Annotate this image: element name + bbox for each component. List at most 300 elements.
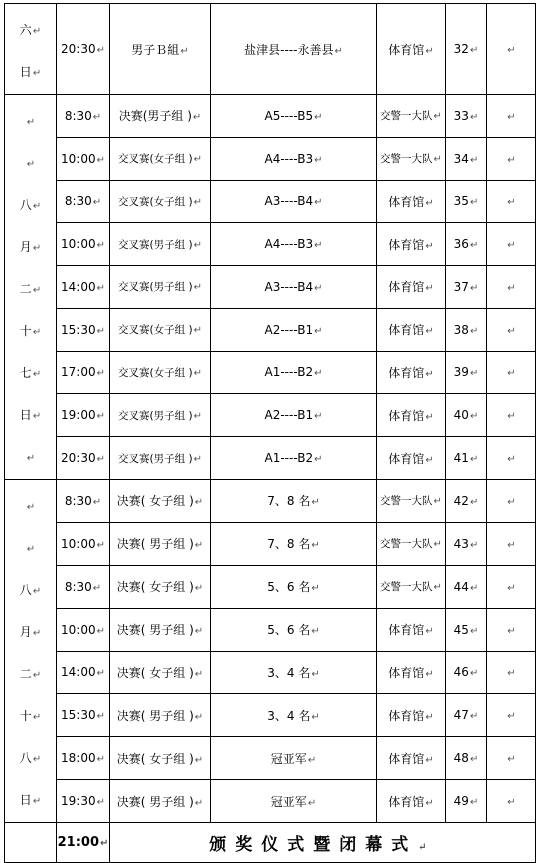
number-cell-text: 32 [453, 42, 469, 56]
event-cell-text: 决赛( 男子组 ) [116, 623, 194, 638]
match-cell-text: 冠亚军 [270, 794, 307, 809]
paragraph-mark-icon: ↵ [314, 154, 323, 166]
paragraph-mark-icon: ↵ [425, 368, 434, 380]
paragraph-mark-icon: ↵ [96, 668, 105, 680]
day-char [5, 528, 56, 570]
day-char-text: 二 [19, 667, 32, 681]
time-cell [57, 651, 110, 694]
paragraph-mark-icon: ↵ [507, 582, 516, 594]
number-cell [446, 437, 487, 480]
remark-cell [487, 266, 536, 309]
table-row [5, 95, 536, 138]
paragraph-mark-icon: ↵ [32, 411, 42, 422]
ceremony-label-cell [110, 823, 536, 863]
day-char-text: 十 [19, 324, 32, 338]
time-cell [57, 266, 110, 309]
time-cell-text: 10:00 [61, 622, 96, 637]
paragraph-mark-icon: ↵ [192, 112, 202, 124]
paragraph-mark-icon: ↵ [507, 45, 516, 56]
paragraph-mark-icon: ↵ [194, 754, 204, 766]
day-cell [5, 480, 57, 823]
venue-cell [377, 608, 446, 651]
table-row [5, 694, 536, 737]
paragraph-mark-icon: ↵ [314, 411, 323, 423]
paragraph-mark-icon: ↵ [311, 497, 320, 509]
table-row [5, 137, 536, 180]
paragraph-mark-icon: ↵ [311, 668, 320, 680]
paragraph-mark-icon: ↵ [507, 539, 516, 551]
paragraph-mark-icon: ↵ [425, 454, 434, 466]
match-cell-text: A5----B5 [264, 108, 314, 123]
match-cell-text: 3、4 名 [267, 708, 311, 723]
time-cell-text: 20:30 [61, 42, 96, 56]
paragraph-mark-icon: ↵ [507, 197, 516, 209]
table-row [5, 4, 536, 95]
paragraph-mark-icon: ↵ [507, 411, 516, 423]
paragraph-mark-icon: ↵ [469, 197, 479, 209]
event-cell [110, 137, 211, 180]
match-cell [211, 608, 377, 651]
paragraph-mark-icon: ↵ [32, 285, 42, 296]
paragraph-mark-icon: ↵ [311, 583, 320, 595]
paragraph-mark-icon: ↵ [469, 325, 479, 337]
match-cell [211, 180, 377, 223]
event-cell [110, 437, 211, 480]
number-cell [446, 351, 487, 394]
day-char-text: 日 [19, 408, 32, 422]
event-cell-text: 男子Ｂ組 [131, 42, 180, 57]
table-row [5, 223, 536, 266]
time-cell-text: 10:00 [61, 536, 96, 551]
time-cell [57, 522, 110, 565]
time-cell-text: 18:00 [61, 751, 96, 766]
event-cell-text: 决赛( 男子组 ) [116, 794, 194, 809]
paragraph-mark-icon: ↵ [507, 282, 516, 294]
match-cell [211, 780, 377, 823]
paragraph-mark-icon: ↵ [469, 582, 479, 594]
number-cell-text: 38 [453, 322, 469, 337]
time-cell [57, 480, 110, 523]
number-cell-text: 42 [453, 493, 469, 508]
event-cell-text: 交叉赛(女子组 ) [118, 195, 193, 208]
day-char [5, 353, 56, 395]
match-cell-text: A1----B2 [264, 365, 314, 380]
day-char-text: 八 [19, 751, 32, 765]
day-char [5, 227, 56, 269]
paragraph-mark-icon: ↵ [32, 712, 42, 723]
paragraph-mark-icon: ↵ [425, 668, 434, 680]
paragraph-mark-icon: ↵ [307, 797, 317, 809]
time-cell [57, 137, 110, 180]
time-cell [57, 394, 110, 437]
paragraph-mark-icon: ↵ [194, 626, 204, 638]
paragraph-mark-icon: ↵ [469, 368, 479, 380]
number-cell [446, 608, 487, 651]
event-cell-text: 交叉赛(男子组 ) [118, 409, 193, 422]
remark-cell [487, 737, 536, 780]
paragraph-mark-icon: ↵ [32, 243, 42, 254]
table-row [5, 565, 536, 608]
remark-cell [487, 565, 536, 608]
paragraph-mark-icon: ↵ [425, 797, 434, 809]
number-cell-text: 49 [453, 794, 469, 809]
match-cell-text: 5、6 名 [267, 580, 311, 595]
time-cell-text: 20:30 [61, 451, 96, 466]
match-cell-text: A1----B2 [264, 451, 314, 466]
paragraph-mark-icon: ↵ [425, 711, 434, 723]
venue-cell [377, 737, 446, 780]
paragraph-mark-icon: ↵ [507, 240, 516, 252]
venue-cell-text: 体育馆 [388, 323, 425, 338]
event-cell [110, 394, 211, 437]
venue-cell-text: 体育馆 [388, 751, 425, 766]
paragraph-mark-icon: ↵ [314, 240, 323, 252]
time-cell-text: 8:30 [64, 194, 92, 209]
match-cell [211, 223, 377, 266]
number-cell [446, 4, 487, 95]
day-char [5, 10, 56, 52]
remark-cell [487, 4, 536, 95]
table-row [5, 351, 536, 394]
time-cell-text: 8:30 [64, 108, 92, 123]
table-row [5, 737, 536, 780]
match-cell [211, 522, 377, 565]
event-cell [110, 180, 211, 223]
paragraph-mark-icon: ↵ [469, 711, 479, 723]
number-cell [446, 737, 487, 780]
paragraph-mark-icon: ↵ [32, 796, 42, 807]
paragraph-mark-icon: ↵ [507, 797, 516, 809]
time-cell [57, 95, 110, 138]
number-cell [446, 137, 487, 180]
venue-cell-text: 体育馆 [388, 237, 425, 252]
match-cell [211, 651, 377, 694]
day-char [5, 738, 56, 780]
paragraph-mark-icon: ↵ [507, 154, 516, 166]
event-cell [110, 95, 211, 138]
paragraph-mark-icon: ↵ [193, 325, 202, 337]
paragraph-mark-icon: ↵ [193, 196, 202, 208]
time-cell-text: 15:30 [61, 708, 96, 723]
event-cell [110, 522, 211, 565]
venue-cell-text: 体育馆 [388, 708, 425, 723]
number-cell-text: 44 [453, 579, 469, 594]
venue-cell-text: 体育馆 [388, 280, 425, 295]
paragraph-mark-icon: ↵ [180, 45, 189, 57]
day-char-text: 月 [19, 240, 32, 254]
venue-cell [377, 437, 446, 480]
number-cell [446, 266, 487, 309]
paragraph-mark-icon: ↵ [469, 754, 479, 766]
match-cell-text: 盐津县----永善县 [244, 42, 334, 57]
time-cell [57, 4, 110, 95]
paragraph-mark-icon: ↵ [26, 117, 36, 128]
time-cell-text: 14:00 [61, 279, 96, 294]
number-cell [446, 480, 487, 523]
paragraph-mark-icon: ↵ [507, 496, 516, 508]
paragraph-mark-icon: ↵ [507, 625, 516, 637]
day-char-text: 八 [19, 583, 32, 597]
number-cell-text: 37 [453, 279, 469, 294]
match-cell-text: A4----B3 [264, 237, 314, 252]
venue-cell [377, 780, 446, 823]
match-cell-text: 7、8 名 [267, 537, 311, 552]
paragraph-mark-icon: ↵ [425, 45, 434, 57]
paragraph-mark-icon: ↵ [32, 201, 42, 212]
number-cell-text: 40 [453, 408, 469, 423]
number-cell [446, 522, 487, 565]
event-cell [110, 308, 211, 351]
venue-cell-text: 体育馆 [388, 42, 425, 57]
match-cell-text: A3----B4 [264, 194, 314, 209]
table-row [5, 608, 536, 651]
day-char [5, 52, 56, 94]
paragraph-mark-icon: ↵ [32, 68, 42, 79]
number-cell [446, 95, 487, 138]
venue-cell [377, 95, 446, 138]
venue-cell-text: 交警一大队 [380, 110, 433, 123]
table-row [5, 180, 536, 223]
match-cell [211, 694, 377, 737]
time-cell-text: 8:30 [64, 579, 92, 594]
paragraph-mark-icon: ↵ [469, 240, 479, 252]
paragraph-mark-icon: ↵ [425, 754, 434, 766]
venue-cell [377, 223, 446, 266]
paragraph-mark-icon: ↵ [193, 410, 202, 422]
event-cell-text: 交叉赛(女子组 ) [118, 153, 193, 166]
event-cell-text: 决赛( 男子组 ) [116, 708, 194, 723]
paragraph-mark-icon: ↵ [96, 45, 105, 56]
paragraph-mark-icon: ↵ [92, 496, 102, 508]
paragraph-mark-icon: ↵ [96, 411, 105, 423]
time-cell-text: 17:00 [61, 365, 96, 380]
number-cell-text: 47 [453, 708, 469, 723]
venue-cell [377, 651, 446, 694]
paragraph-mark-icon: ↵ [92, 582, 102, 594]
table-row [5, 651, 536, 694]
schedule-body [5, 4, 536, 863]
time-cell-text: 14:00 [61, 665, 96, 680]
venue-cell [377, 565, 446, 608]
paragraph-mark-icon: ↵ [469, 282, 479, 294]
paragraph-mark-icon: ↵ [194, 668, 204, 680]
event-cell-text: 决赛( 女子组 ) [116, 751, 194, 766]
remark-cell [487, 351, 536, 394]
paragraph-mark-icon: ↵ [32, 327, 42, 338]
venue-cell-text: 交警一大队 [380, 538, 433, 551]
paragraph-mark-icon: ↵ [193, 367, 202, 379]
time-cell [57, 608, 110, 651]
paragraph-mark-icon: ↵ [96, 754, 105, 766]
day-cell [5, 95, 57, 480]
paragraph-mark-icon: ↵ [425, 411, 434, 423]
paragraph-mark-icon: ↵ [425, 626, 434, 638]
ceremony-label-cell-text: 颁奖仪式暨闭幕式 [209, 835, 418, 855]
paragraph-mark-icon: ↵ [32, 628, 42, 639]
ceremony-row [5, 823, 536, 863]
paragraph-mark-icon: ↵ [193, 239, 202, 251]
remark-cell [487, 223, 536, 266]
venue-cell [377, 522, 446, 565]
time-cell [57, 223, 110, 266]
paragraph-mark-icon: ↵ [469, 411, 479, 423]
remark-cell [487, 780, 536, 823]
venue-cell-text: 体育馆 [388, 451, 425, 466]
paragraph-mark-icon: ↵ [469, 45, 479, 56]
paragraph-mark-icon: ↵ [92, 197, 102, 209]
paragraph-mark-icon: ↵ [507, 325, 516, 337]
number-cell-text: 41 [453, 451, 469, 466]
paragraph-mark-icon: ↵ [314, 282, 323, 294]
day-char-text: 日 [19, 65, 32, 79]
remark-cell [487, 308, 536, 351]
number-cell-text: 39 [453, 365, 469, 380]
day-char [5, 612, 56, 654]
paragraph-mark-icon: ↵ [507, 711, 516, 723]
paragraph-mark-icon: ↵ [469, 797, 479, 809]
event-cell [110, 780, 211, 823]
paragraph-mark-icon: ↵ [314, 111, 323, 123]
event-cell [110, 651, 211, 694]
day-char [5, 395, 56, 437]
paragraph-mark-icon: ↵ [26, 453, 36, 464]
venue-cell [377, 4, 446, 95]
number-cell [446, 308, 487, 351]
number-cell [446, 180, 487, 223]
event-cell [110, 223, 211, 266]
time-cell-text: 15:30 [61, 322, 96, 337]
remark-cell [487, 180, 536, 223]
paragraph-mark-icon: ↵ [311, 711, 320, 723]
paragraph-mark-icon: ↵ [26, 502, 36, 513]
day-char-text: 二 [19, 282, 32, 296]
paragraph-mark-icon: ↵ [32, 754, 42, 765]
number-cell [446, 780, 487, 823]
time-cell-text: 10:00 [61, 151, 96, 166]
venue-cell-text: 体育馆 [388, 623, 425, 638]
day-cell [5, 823, 57, 863]
venue-cell-text: 体育馆 [388, 194, 425, 209]
time-cell [57, 351, 110, 394]
event-cell-text: 决赛(男子组 ) [118, 109, 192, 124]
time-cell [57, 565, 110, 608]
number-cell [446, 565, 487, 608]
day-char [5, 696, 56, 738]
paragraph-mark-icon: ↵ [469, 625, 479, 637]
paragraph-mark-icon: ↵ [32, 26, 42, 37]
day-char-text: 月 [19, 625, 32, 639]
ceremony-time-cell [57, 823, 110, 863]
venue-cell [377, 694, 446, 737]
paragraph-mark-icon: ↵ [433, 582, 442, 594]
paragraph-mark-icon: ↵ [469, 668, 479, 680]
paragraph-mark-icon: ↵ [425, 326, 434, 338]
venue-cell-text: 交警一大队 [380, 581, 433, 594]
event-cell [110, 565, 211, 608]
remark-cell [487, 608, 536, 651]
day-char [5, 185, 56, 227]
day-char-text: 日 [19, 793, 32, 807]
paragraph-mark-icon: ↵ [96, 454, 105, 466]
paragraph-mark-icon: ↵ [469, 539, 479, 551]
remark-cell [487, 394, 536, 437]
table-row [5, 437, 536, 480]
paragraph-mark-icon: ↵ [96, 539, 105, 551]
match-cell [211, 394, 377, 437]
venue-cell-text: 体育馆 [388, 665, 425, 680]
match-cell [211, 137, 377, 180]
remark-cell [487, 437, 536, 480]
match-cell [211, 351, 377, 394]
time-cell-text: 10:00 [61, 237, 96, 252]
remark-cell [487, 522, 536, 565]
paragraph-mark-icon: ↵ [433, 539, 442, 551]
paragraph-mark-icon: ↵ [469, 111, 479, 123]
day-char-text: 十 [19, 709, 32, 723]
day-char [5, 570, 56, 612]
time-cell-text: 19:00 [61, 408, 96, 423]
venue-cell [377, 480, 446, 523]
event-cell [110, 480, 211, 523]
remark-cell [487, 480, 536, 523]
time-cell [57, 780, 110, 823]
paragraph-mark-icon: ↵ [96, 325, 105, 337]
number-cell [446, 694, 487, 737]
match-cell [211, 95, 377, 138]
day-char-text: 八 [19, 198, 32, 212]
match-cell-text: A2----B1 [264, 408, 314, 423]
number-cell [446, 394, 487, 437]
table-row [5, 522, 536, 565]
number-cell-text: 35 [453, 194, 469, 209]
time-cell [57, 437, 110, 480]
paragraph-mark-icon: ↵ [425, 283, 434, 295]
schedule-table [4, 3, 536, 863]
event-cell-text: 交叉赛(男子组 ) [118, 452, 193, 465]
paragraph-mark-icon: ↵ [194, 497, 204, 509]
time-cell-text: 19:30 [61, 794, 96, 809]
time-cell-text: 8:30 [64, 493, 92, 508]
venue-cell-text: 交警一大队 [380, 153, 433, 166]
paragraph-mark-icon: ↵ [507, 668, 516, 680]
table-row [5, 394, 536, 437]
paragraph-mark-icon: ↵ [96, 368, 105, 380]
paragraph-mark-icon: ↵ [507, 754, 516, 766]
paragraph-mark-icon: ↵ [96, 154, 105, 166]
venue-cell-text: 体育馆 [388, 408, 425, 423]
table-row [5, 780, 536, 823]
paragraph-mark-icon: ↵ [311, 626, 320, 638]
paragraph-mark-icon: ↵ [314, 197, 323, 209]
event-cell [110, 694, 211, 737]
number-cell-text: 48 [453, 751, 469, 766]
day-char [5, 269, 56, 311]
paragraph-mark-icon: ↵ [507, 454, 516, 466]
event-cell [110, 737, 211, 780]
match-cell [211, 4, 377, 95]
paragraph-mark-icon: ↵ [507, 368, 516, 380]
paragraph-mark-icon: ↵ [26, 544, 36, 555]
match-cell [211, 737, 377, 780]
paragraph-mark-icon: ↵ [92, 111, 102, 123]
remark-cell [487, 137, 536, 180]
day-char [5, 780, 56, 822]
number-cell [446, 223, 487, 266]
paragraph-mark-icon: ↵ [469, 454, 479, 466]
paragraph-mark-icon: ↵ [96, 240, 105, 252]
paragraph-mark-icon: ↵ [96, 797, 105, 809]
paragraph-mark-icon: ↵ [314, 368, 323, 380]
